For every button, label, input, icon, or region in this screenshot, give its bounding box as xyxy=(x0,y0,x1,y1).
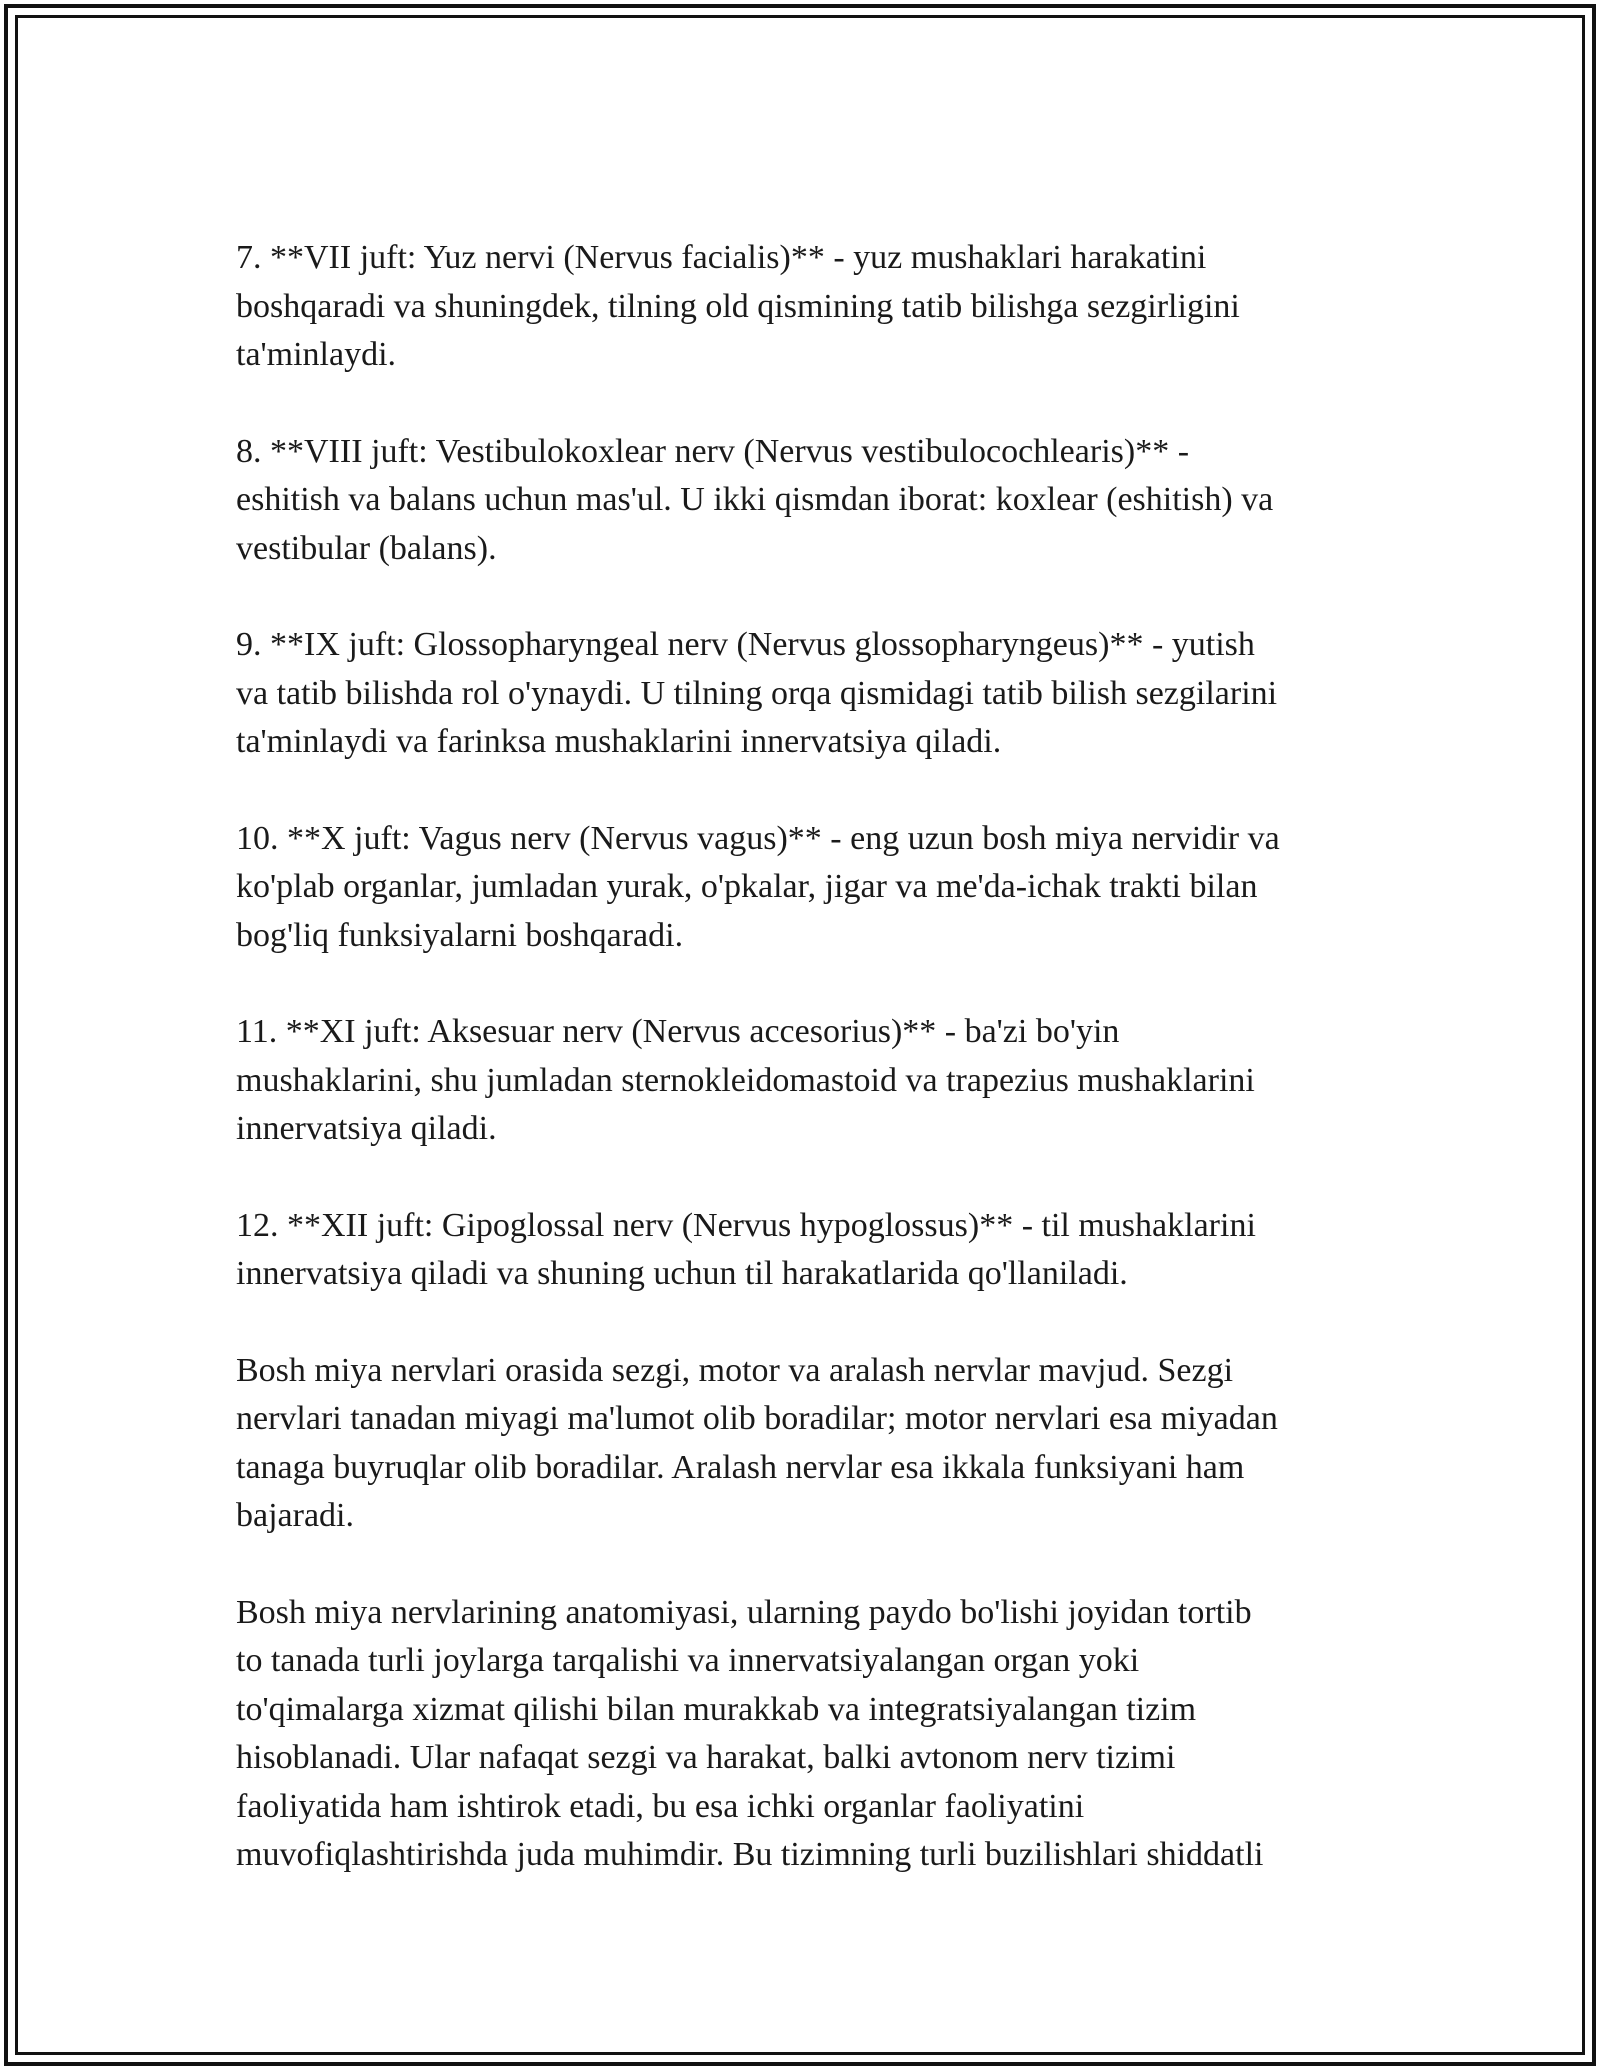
paragraph-nerve-types: Bosh miya nervlari orasida sezgi, motor va aralash nervlar mavjud. Sezgi nervlari tanadan miyagi ma'lumot olib boradilar; motor nervlari esa miyadan tanaga buyruqlar olib boradilar. Aralash nervlar esa ikkala funksiyani ham bajaradi. xyxy=(236,1351,1278,1534)
paragraph-nerve-12: 12. **XII juft: Gipoglossal nerv (Nervus hypoglossus)** - til mushaklarini innervatsiya qiladi va shuning uchun til harakatlarida qo'llaniladi. xyxy=(236,1206,1256,1292)
paragraph-anatomy: Bosh miya nervlarining anatomiyasi, ularning paydo bo'lishi joyidan tortib to tanada turli joylarga tarqalishi va innervatsiyalangan organ yoki to'qimalarga xizmat qilishi bilan murakkab va integratsiyalangan tizim hisoblanadi. Ular nafaqat sezgi va harakat, balki avtonom nerv tizimi faoliyatida ham ishtirok etadi, bu esa ichki organlar faoliyatini muvofiqlashtirishda juda muhimdir. Bu tizimning turli buzilishlari shiddatli xyxy=(236,1593,1264,1873)
paragraph-nerve-10: 10. **X juft: Vagus nerv (Nervus vagus)** - eng uzun bosh miya nervidir va ko'plab organlar, jumladan yurak, o'pkalar, jigar va me'da-ichak trakti bilan bog'liq funksiyalarni boshqaradi. xyxy=(236,819,1280,954)
paragraph-nerve-7: 7. **VII juft: Yuz nervi (Nervus facialis)** - yuz mushaklari harakatini boshqaradi va shuningdek, tilning old qismining tatib bilishga sezgirligini ta'minlaydi. xyxy=(236,239,1240,373)
paragraph-nerve-9: 9. **IX juft: Glossopharyngeal nerv (Nervus glossopharyngeus)** - yutish va tatib bilishda rol o'ynaydi. U tilning orqa qismidagi tatib bilish sezgilarini ta'minlaydi va farinksa mushaklarini innervatsiya qiladi. xyxy=(236,626,1278,760)
document-body xyxy=(236,234,1386,1928)
paragraph-nerve-8: 8. **VIII juft: Vestibulokoxlear nerv (Nervus vestibulocochlearis)** - eshitish va balans uchun mas'ul. U ikki qismdan iborat: koxlear (eshitish) va vestibular (balans). xyxy=(236,432,1274,567)
paragraph-nerve-11: 11. **XI juft: Aksesuar nerv (Nervus accesorius)** - ba'zi bo'yin mushaklarini, shu jumladan sternokleidomastoid va trapezius mushaklarini innervatsiya qiladi. xyxy=(236,1013,1255,1147)
